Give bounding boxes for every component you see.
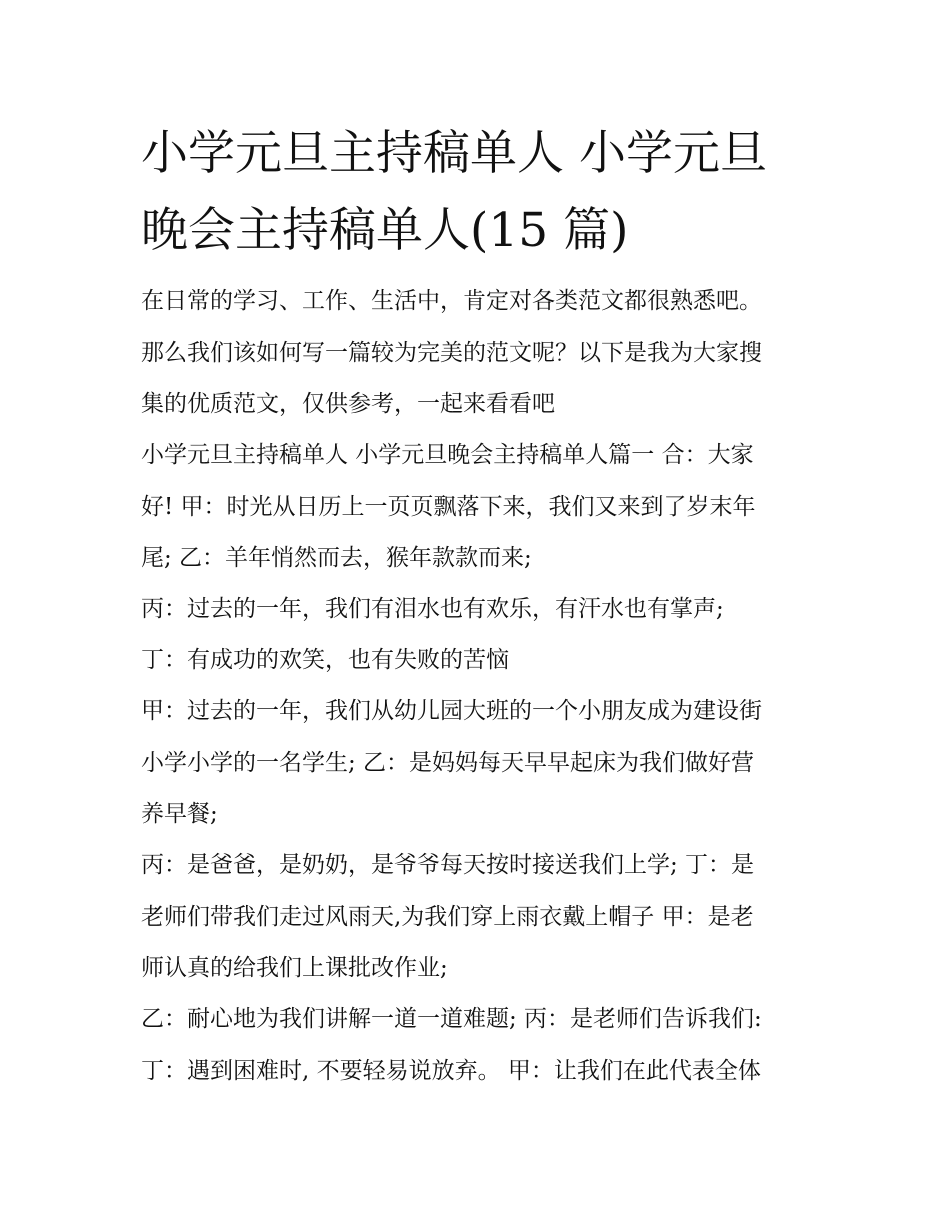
paragraph-line: 甲：过去的一年，我们从幼儿园大班的一个小朋友成为建设街 bbox=[141, 698, 762, 724]
paragraph bbox=[141, 999, 821, 1091]
paragraph-line: 好! 甲：时光从日历上一页页飘落下来，我们又来到了岁末年 bbox=[141, 493, 756, 520]
document-body bbox=[141, 281, 821, 1102]
paragraph bbox=[141, 845, 821, 988]
paragraph-line: 集的优质范文，仅供参考，一起来看看吧 bbox=[141, 391, 555, 417]
paragraph-line: 丙：过去的一年，我们有泪水也有欢乐，有汗水也有掌声; bbox=[141, 596, 724, 622]
paragraph-line: 那么我们该如何写一篇较为完美的范文呢？以下是我为大家搜 bbox=[141, 339, 762, 366]
paragraph-line: 养早餐; bbox=[141, 801, 218, 827]
paragraph bbox=[141, 589, 821, 629]
paragraph bbox=[141, 281, 821, 424]
paragraph-line: 老师们带我们走过风雨天,为我们穿上雨衣戴上帽子 甲：是老 bbox=[141, 903, 754, 930]
paragraph bbox=[141, 691, 821, 834]
paragraph bbox=[141, 435, 821, 578]
paragraph-line: 乙：耐心地为我们讲解一道一道难题; 丙：是老师们告诉我们: bbox=[141, 1006, 762, 1032]
paragraph-line: 丙：是爸爸，是奶奶，是爷爷每天按时接送我们上学; 丁：是 bbox=[141, 852, 755, 878]
paragraph-line: 师认真的给我们上课批改作业; bbox=[141, 955, 448, 981]
paragraph-line: 丁：遇到困难时, 不要轻易说放弃。 甲：让我们在此代表全体 bbox=[141, 1057, 761, 1084]
paragraph bbox=[141, 640, 821, 680]
paragraph-line: 尾; 乙：羊年悄然而去，猴年款款而来; bbox=[141, 545, 532, 571]
paragraph-line: 丁：有成功的欢笑，也有失败的苦恼 bbox=[141, 647, 509, 673]
title-line: 小学元旦主持稿单人 小学元旦 bbox=[141, 126, 767, 181]
paragraph-line: 小学元旦主持稿单人 小学元旦晚会主持稿单人篇一 合：大家 bbox=[141, 442, 754, 468]
paragraph-line: 小学小学的一名学生; 乙：是妈妈每天早早起床为我们做好营 bbox=[141, 749, 755, 776]
title-line: 晚会主持稿单人(15 篇) bbox=[141, 203, 629, 258]
document-title bbox=[141, 115, 841, 269]
paragraph-line: 在日常的学习、工作、生活中，肯定对各类范文都很熟悉吧。 bbox=[141, 288, 762, 314]
